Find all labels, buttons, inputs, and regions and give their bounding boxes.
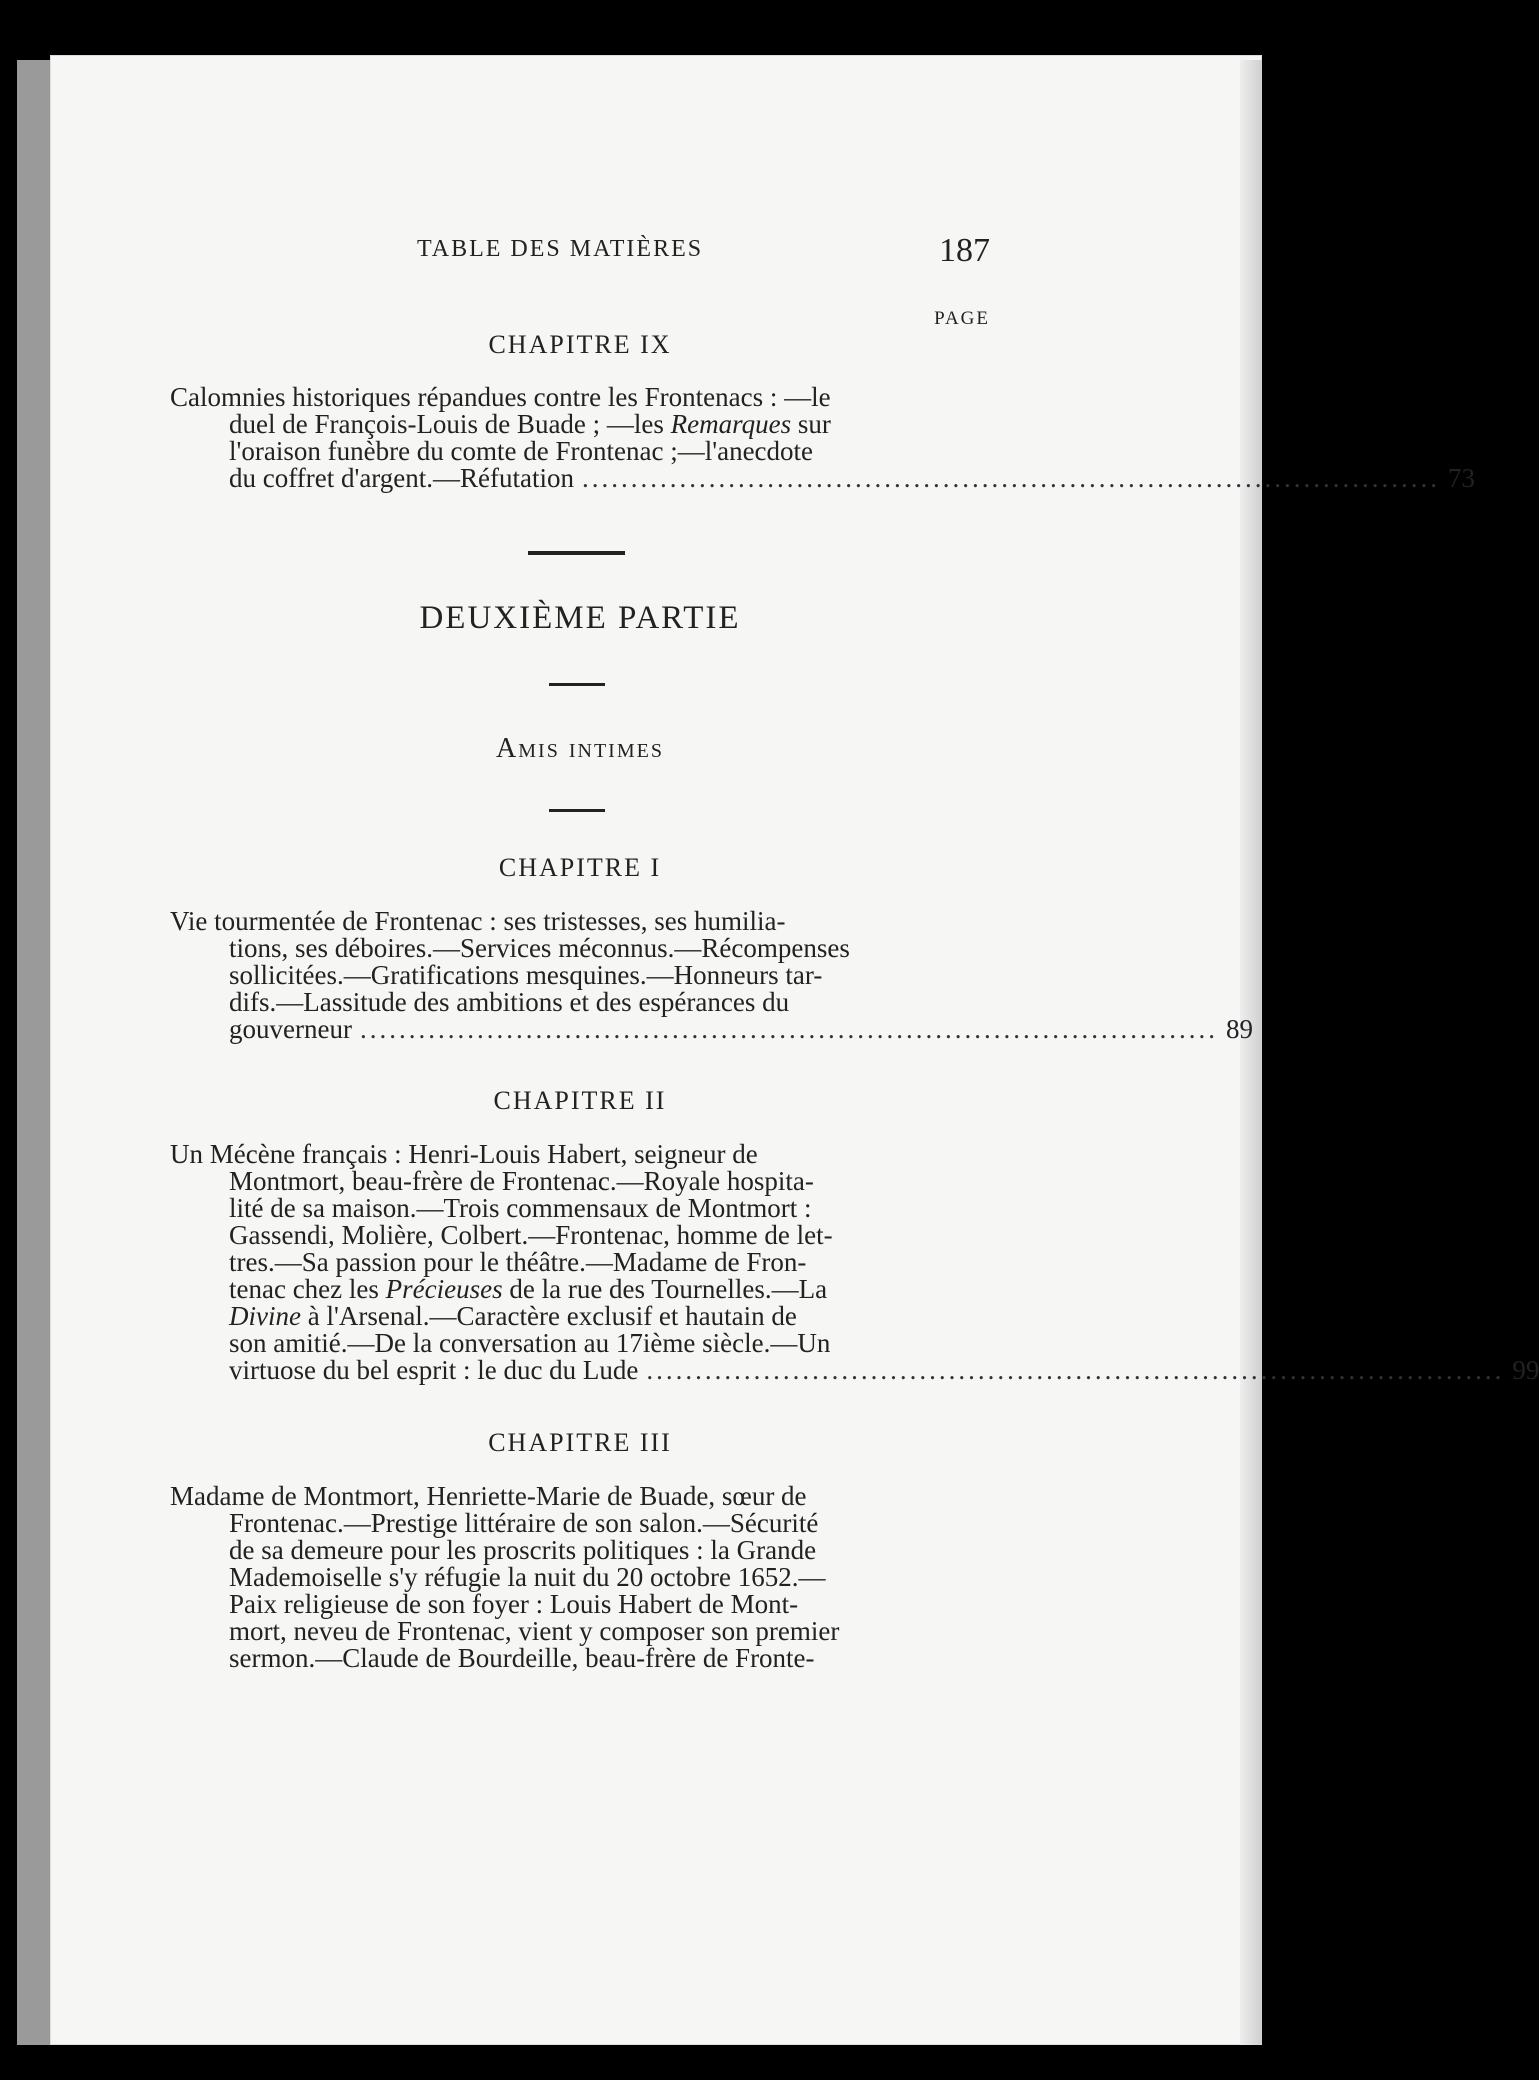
entry-line: l'oraison funèbre du comte de Frontenac ;—l'anecdote (229, 436, 814, 466)
section-title: Amis intimes (496, 733, 664, 764)
running-head (170, 232, 990, 272)
running-head-title: TABLE DES MATIÈRES (417, 236, 704, 262)
entry-line: sermon.—Claude de Bourdeille, beau-frère de Fronte- (229, 1643, 815, 1673)
italic-title: Divine (229, 1301, 301, 1331)
entry-line: son amitié.—De la conversation au 17ième siècle.—Un (229, 1328, 831, 1358)
entry-line: Vie tourmentée de Frontenac : ses tristesses, ses humilia- (170, 906, 786, 936)
dot-leader: ........................................................................................ (359, 1014, 1218, 1044)
chapter-i-entry (170, 906, 1253, 1044)
entry-line: Mademoiselle s'y réfugie la nuit du 20 octobre 1652.— (229, 1562, 826, 1592)
entry-line: Gassendi, Molière, Colbert.—Frontenac, homme de let- (229, 1220, 833, 1250)
separator-rule (549, 809, 605, 812)
italic-title: Précieuses (385, 1274, 503, 1304)
entry-line: Madame de Montmort, Henriette-Marie de Buade, sœur de (170, 1481, 807, 1511)
entry-page-number: 73 (1448, 463, 1476, 493)
entry-last-line: gouverneur ........................................................................................ 89 (229, 1014, 1253, 1044)
entry-line: de sa demeure pour les proscrits politiques : la Grande (229, 1535, 817, 1565)
entry-page-number: 99 (1512, 1355, 1539, 1385)
entry-line: mort, neveu de Frontenac, vient y composer son premier (229, 1616, 840, 1646)
page-column-label: PAGE (934, 308, 990, 329)
entry-line: tenac chez les Précieuses de la rue des Tournelles.—La (229, 1274, 828, 1304)
entry-line: tres.—Sa passion pour le théâtre.—Madame de Fron- (229, 1247, 807, 1277)
dot-leader: ........................................................................................ (582, 463, 1441, 493)
separator-rule (549, 683, 605, 686)
page-content (170, 0, 1539, 1800)
chapter-ii-entry (170, 1139, 1539, 1385)
entry-line: difs.—Lassitude des ambitions et des espérances du (229, 987, 790, 1017)
entry-line: Frontenac.—Prestige littéraire de son salon.—Sécurité (229, 1508, 819, 1538)
page-number: 187 (939, 232, 990, 269)
entry-line: Un Mécène français : Henri-Louis Habert, seigneur de (170, 1139, 758, 1169)
entry-page-number: 89 (1225, 1014, 1253, 1044)
chapter-i-title: CHAPITRE I (498, 853, 662, 882)
part-title: DEUXIÈME PARTIE (419, 600, 741, 636)
chapter-iii-title: CHAPITRE III (488, 1428, 672, 1457)
entry-last-line: du coffret d'argent.—Réfutation ........................................................................................ 73 (229, 463, 1476, 493)
entry-line: lité de sa maison.—Trois commensaux de Montmort : (229, 1193, 812, 1223)
entry-last-line: virtuose du bel esprit : le duc du Lude ........................................................................................ 99 (229, 1355, 1539, 1385)
entry-line: duel de François-Louis de Buade ; —les Remarques sur (229, 409, 831, 439)
italic-title: Remarques (670, 409, 792, 439)
entry-line: Paix religieuse de son foyer : Louis Habert de Mont- (229, 1589, 799, 1619)
entry-line: sollicitées.—Gratifications mesquines.—Honneurs tar- (229, 960, 823, 990)
entry-line: tions, ses déboires.—Services méconnus.—Récompenses (229, 933, 850, 963)
entry-line: Calomnies historiques répandues contre les Frontenacs : —le (170, 382, 831, 412)
book-spine (17, 60, 50, 2045)
entry-line: Montmort, beau-frère de Frontenac.—Royale hospita- (229, 1166, 814, 1196)
chapter-ii-title: CHAPITRE II (493, 1086, 667, 1115)
chapter-iii-entry (170, 1483, 990, 1672)
entry-line: Divine à l'Arsenal.—Caractère exclusif et hautain de (229, 1301, 797, 1331)
page-edge (1240, 60, 1262, 2045)
separator-rule (528, 551, 625, 555)
chapter-ix-title: CHAPITRE IX (488, 330, 672, 359)
dot-leader: ........................................................................................ (646, 1355, 1505, 1385)
chapter-ix-entry (170, 382, 1476, 493)
